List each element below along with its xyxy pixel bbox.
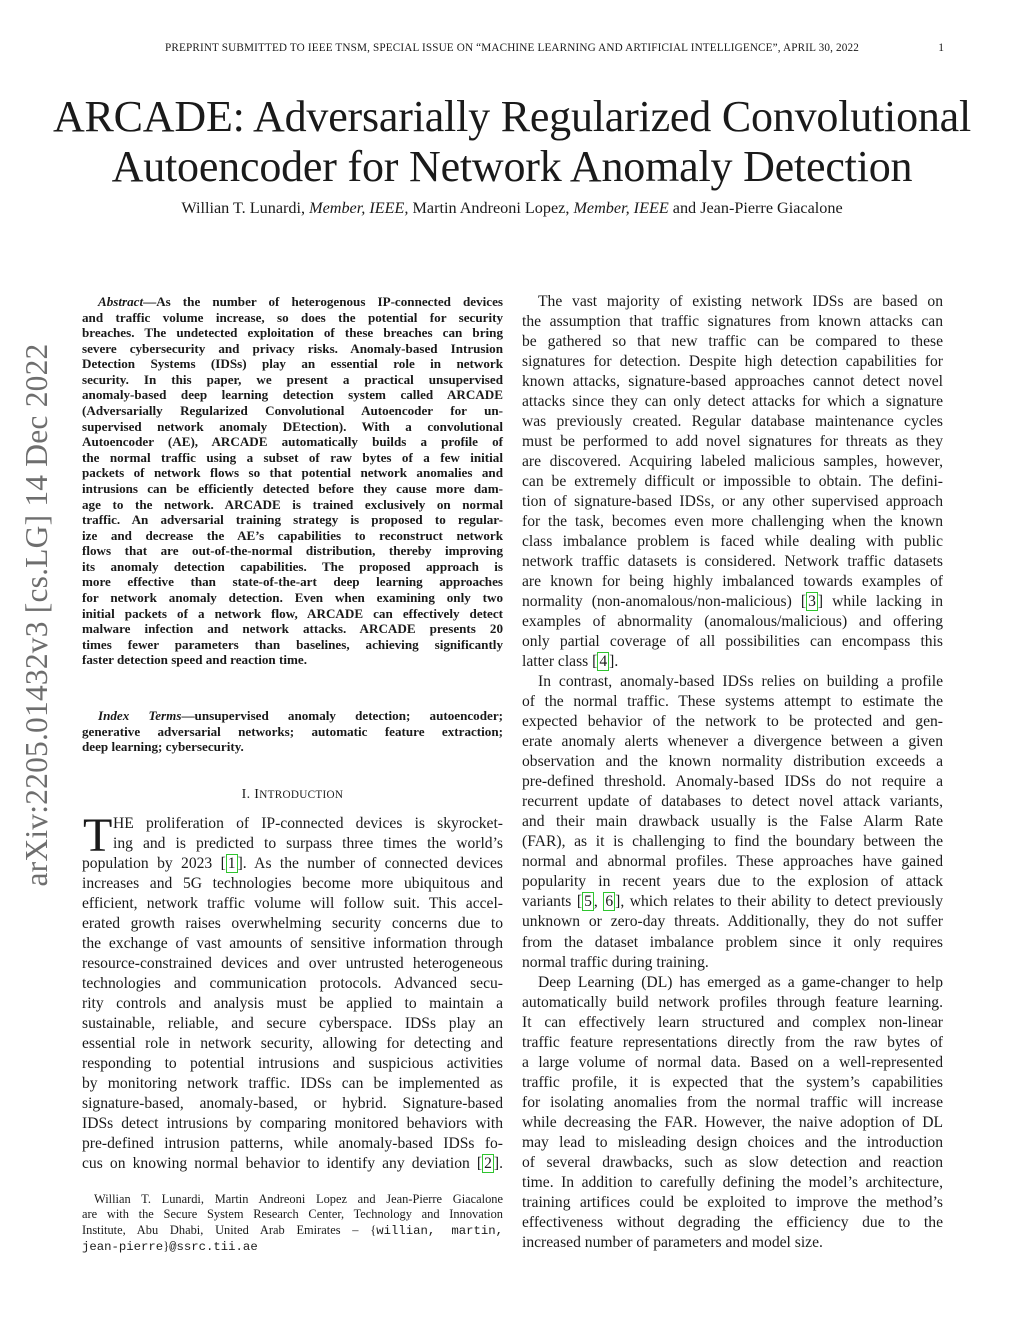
citation-link[interactable]: 6 bbox=[605, 893, 614, 911]
body-line: erate anomaly alerts whenever a divergence between a given bbox=[522, 733, 943, 751]
abstract-line: age to the network. ARCADE is trained exclusively on normal bbox=[82, 496, 503, 512]
body-line: effectiveness without degrading the efficiency due to the bbox=[522, 1213, 943, 1231]
abstract-line: supervised network anomaly DEtection). With a convolutional bbox=[82, 418, 503, 434]
citation-link[interactable]: 5 bbox=[584, 893, 592, 911]
abstract-line: packets of network flows so that potential network anomalies and bbox=[82, 465, 503, 481]
abstract-line: severe cybersecurity and privacy risks. Anomaly-based Intrusion bbox=[82, 340, 503, 356]
body-line: automatically build network profiles through feature learning. bbox=[522, 993, 943, 1011]
body-line: expected behavior of the network to be protected and gen- bbox=[522, 713, 943, 731]
running-head: PREPRINT SUBMITTED TO IEEE TNSM, SPECIAL ISSUE ON “MACHINE LEARNING AND ARTIFICIAL INTELLIGENCE”, APRIL 30, 2022 bbox=[165, 42, 859, 54]
body-line: a large volume of normal data. Based on a well-represented bbox=[522, 1053, 943, 1071]
intro-line: ing and is predicted to surpass three times the world’s bbox=[113, 835, 503, 853]
citation-link[interactable]: 1 bbox=[227, 855, 236, 872]
abstract bbox=[82, 294, 503, 668]
paper-title bbox=[40, 92, 984, 192]
body-line: traffic feature representations directly from the raw bytes of bbox=[522, 1033, 943, 1051]
index-terms-line: generative adversarial networks; automatic feature extraction; bbox=[82, 723, 503, 739]
body-line: was previously created. Regular database maintenance cycles bbox=[522, 413, 943, 431]
body-line: can be extremely difficult or impossible to obtain. The defini- bbox=[522, 473, 943, 491]
author-2: Martin Andreoni Lopez, bbox=[412, 199, 570, 217]
body-line: popularity in recent years due to the explosion of attack bbox=[522, 873, 943, 891]
body-line: only partial coverage of all possibilities can encompass this bbox=[522, 633, 943, 651]
drop-cap: T bbox=[83, 809, 113, 862]
body-line: of several drawbacks, such as slow detection and reaction bbox=[522, 1153, 943, 1171]
body-line: network traffic datasets is considered. Network traffic datasets bbox=[522, 553, 943, 571]
intro-line: pre-defined intrusion patterns, while anomaly-based IDSs fo- bbox=[82, 1135, 503, 1153]
abstract-label: Abstract bbox=[98, 294, 144, 309]
intro-line: cus on knowing normal behavior to identify any deviation [ 2 ]. bbox=[82, 1155, 503, 1173]
intro-line: the exchange of vast amounts of sensitive information through bbox=[82, 935, 503, 953]
index-terms-line: deep learning; cybersecurity. bbox=[82, 739, 244, 755]
body-line: In contrast, anomaly-based IDSs relies on building a profile bbox=[538, 673, 943, 691]
author-2-role: Member, IEEE bbox=[573, 199, 669, 217]
body-line: examples of abnormality (anomalous/malicious) and offering bbox=[522, 613, 943, 631]
abstract-line: Autoencoder (AE), ARCADE automatically builds a profile of bbox=[82, 434, 503, 450]
author-1: Willian T. Lunardi, bbox=[181, 199, 306, 217]
body-line: signatures for detection. Despite high detection capabilities for bbox=[522, 353, 943, 371]
abstract-line: Detection Systems (IDSs) play an essential role in network bbox=[82, 356, 503, 372]
abstract-line: and traffic volume increase, so does the potential for security bbox=[82, 309, 503, 325]
body-line: tion of signature-based IDSs, or any other supervised approach bbox=[522, 493, 943, 511]
author-3: and Jean-Pierre Giacalone bbox=[672, 199, 843, 217]
body-line: normal traffic during training. bbox=[522, 953, 709, 971]
abstract-line: initial packets of a network flow, ARCADE can effectively detect bbox=[82, 605, 503, 621]
intro-line: efficient, network traffic volume will follow suit. This accel- bbox=[82, 895, 503, 913]
abstract-line: security. In this paper, we present a practical unsupervised bbox=[82, 371, 503, 387]
index-terms bbox=[82, 708, 503, 755]
intro-line: increases and 5G technologies become more ubiquitous and bbox=[82, 875, 503, 893]
abstract-line: for network anomaly detection. Even when examining only two bbox=[82, 589, 503, 605]
body-line: known attacks, signature-based approaches cannot detect novel bbox=[522, 373, 943, 391]
intro-line: rity controls and analysis must be applied to maintain a bbox=[82, 995, 503, 1013]
citation-link[interactable]: 2 bbox=[484, 1155, 492, 1173]
page-number: 1 bbox=[938, 42, 944, 54]
body-line: of the normal traffic. These systems attempt to estimate the bbox=[522, 693, 943, 711]
footnote-line: Institute, Abu Dhabi, United Arab Emirates – {willian, martin, bbox=[82, 1222, 503, 1238]
citation-link[interactable]: 4 bbox=[599, 653, 608, 671]
abstract-line: ize and decrease the AE’s capabilities to reconstruct network bbox=[82, 527, 503, 543]
title-line-2: Autoencoder for Network Anomaly Detection bbox=[111, 142, 913, 191]
abstract-line: breaches. The undetected exploitation of these breaches can bring bbox=[82, 325, 503, 341]
body-line: are known for being highly imbalanced towards examples of bbox=[522, 573, 943, 591]
body-line: The vast majority of existing network IDSs are based on bbox=[538, 293, 943, 310]
body-line: from the dataset imbalance problem since it only requires bbox=[522, 933, 943, 951]
body-line: traffic profile, it is expected that the system’s capabilities bbox=[522, 1073, 943, 1091]
arxiv-stamp: arXiv:2205.01432v3 [cs.LG] 14 Dec 2022 bbox=[19, 343, 54, 887]
abstract-line: intrusions can be efficiently detected before they cause more dam- bbox=[82, 480, 503, 496]
abstract-line: (Adversarially Regularized Convolutional Autoencoder for un- bbox=[82, 403, 503, 419]
intro-line: HE proliferation of IP-connected devices is skyrocket- bbox=[113, 815, 503, 832]
body-line: increased number of parameters and model size. bbox=[522, 1233, 823, 1251]
footnote-line: are with the Secure System Research Center, Technology and Innovation bbox=[82, 1207, 503, 1222]
body-line: and their main drawback usually is the False Alarm Rate bbox=[522, 813, 943, 831]
section-heading: I. INTRODUCTION bbox=[241, 787, 344, 802]
intro-line: erated growth raises overwhelming security concerns due to bbox=[82, 915, 503, 933]
body-line: for the task, becomes even more challenging when the known bbox=[522, 513, 943, 531]
index-terms-line: Index Terms—unsupervised anomaly detection; autoencoder; bbox=[98, 708, 503, 723]
body-line: observation and the known normality distribution exceeds a bbox=[522, 753, 943, 771]
intro-dropcap-lines bbox=[113, 814, 503, 854]
body-line: while decreasing the FAR. However, the naive adoption of DL bbox=[522, 1113, 943, 1131]
intro-line: signature-based, anomaly-based, or hybrid. Signature-based bbox=[82, 1095, 503, 1113]
index-terms-label: Index Terms bbox=[98, 708, 182, 723]
body-line: unknown or zero-day threats. Additionally, they do not suffer bbox=[522, 913, 943, 931]
abstract-line: times fewer parameters than baselines, achieving significantly bbox=[82, 636, 503, 652]
body-line: the assumption that traffic signatures from known attacks can bbox=[522, 313, 943, 331]
abstract-line: anomaly-based deep learning detection system called ARCADE bbox=[82, 387, 503, 403]
intro-line: by monitoring network traffic. IDSs can be implemented as bbox=[82, 1075, 503, 1093]
body-line: time. In addition to carefully defining the model’s architecture, bbox=[522, 1173, 943, 1191]
body-line: normality (non-anomalous/non-malicious) [ 3 ] while lacking in bbox=[522, 593, 943, 611]
intro-line: responding to potential intrusions and suspicious activities bbox=[82, 1055, 503, 1073]
body-line: are discovered. Acquiring labeled malicious samples, however, bbox=[522, 453, 943, 471]
body-line: must be performed to add novel signatures for threats as they bbox=[522, 433, 943, 451]
author-1-role: Member, IEEE, bbox=[309, 199, 409, 217]
abstract-line: flows that are out-of-the-normal distribution, thereby improving bbox=[82, 543, 503, 559]
body-line: attacks since they can only detect attacks for which a signature bbox=[522, 393, 943, 411]
body-line: be gathered so that new traffic can be compared to these bbox=[522, 333, 943, 351]
intro-line: resource-constrained devices and over untrusted heterogeneous bbox=[82, 955, 503, 973]
citation-link[interactable]: 3 bbox=[808, 593, 816, 611]
body-line: latter class [ 4 ]. bbox=[522, 653, 619, 671]
author-footnote bbox=[82, 1192, 503, 1256]
title-line-1: ARCADE: Adversarially Regularized Convolutional bbox=[52, 92, 972, 141]
abstract-line: more effective than state-of-the-art deep learning approaches bbox=[82, 574, 503, 590]
abstract-line: the normal traffic using a subset of raw bytes of a few initial bbox=[82, 449, 503, 465]
body-line: may lead to misleading design choices and the introduction bbox=[522, 1133, 943, 1151]
body-line: Deep Learning (DL) has emerged as a game-changer to help bbox=[538, 973, 943, 991]
abstract-line: its anomaly detection capabilities. The proposed approach is bbox=[82, 558, 503, 574]
abstract-line: Abstract—As the number of heterogenous IP-connected devices bbox=[98, 294, 503, 309]
body-line: pre-defined threshold. Anomaly-based IDSs do not require a bbox=[522, 773, 943, 791]
body-line: It can effectively learn structured and complex non-linear bbox=[522, 1013, 943, 1031]
body-line: training artifices could be exploited to improve the method’s bbox=[522, 1193, 943, 1211]
body-line: recurrent update of databases to detect novel attack variants, bbox=[522, 793, 943, 811]
right-column bbox=[522, 292, 943, 1253]
intro-line: sustainable, reliable, and secure cyberspace. IDSs play an bbox=[82, 1015, 503, 1033]
abstract-line: malware infection and network attacks. ARCADE presents 20 bbox=[82, 621, 503, 637]
footnote-line: Willian T. Lunardi, Martin Andreoni Lopez and Jean-Pierre Giacalone bbox=[94, 1192, 503, 1206]
body-line: variants [ 5 , 6 ], which relates to their ability to detect previously bbox=[522, 893, 943, 911]
body-line: (FAR), as it is challenging to find the boundary between the bbox=[522, 833, 943, 851]
author-list bbox=[40, 199, 984, 218]
footnote-line: jean-pierre}@ssrc.tii.ae bbox=[82, 1239, 258, 1255]
intro-line: population by 2023 [ 1 ]. As the number of connected devices bbox=[82, 855, 503, 872]
body-line: for isolating anomalies from the normal traffic will increase bbox=[522, 1093, 943, 1111]
intro-line: technologies and communication protocols. Advanced secu- bbox=[82, 975, 503, 993]
intro-line: essential role in network security, allowing for detecting and bbox=[82, 1035, 503, 1053]
abstract-line: traffic. An adversarial training strategy is proposed to regular- bbox=[82, 512, 503, 528]
body-line: normal and abnormal profiles. These approaches have gained bbox=[522, 853, 943, 871]
body-line: class imbalance problem is faced while dealing with public bbox=[522, 533, 943, 551]
intro-paragraph bbox=[82, 854, 503, 1174]
intro-line: IDSs detect intrusions by comparing monitored behaviors with bbox=[82, 1115, 503, 1133]
abstract-line: faster detection speed and reaction time. bbox=[82, 652, 307, 668]
